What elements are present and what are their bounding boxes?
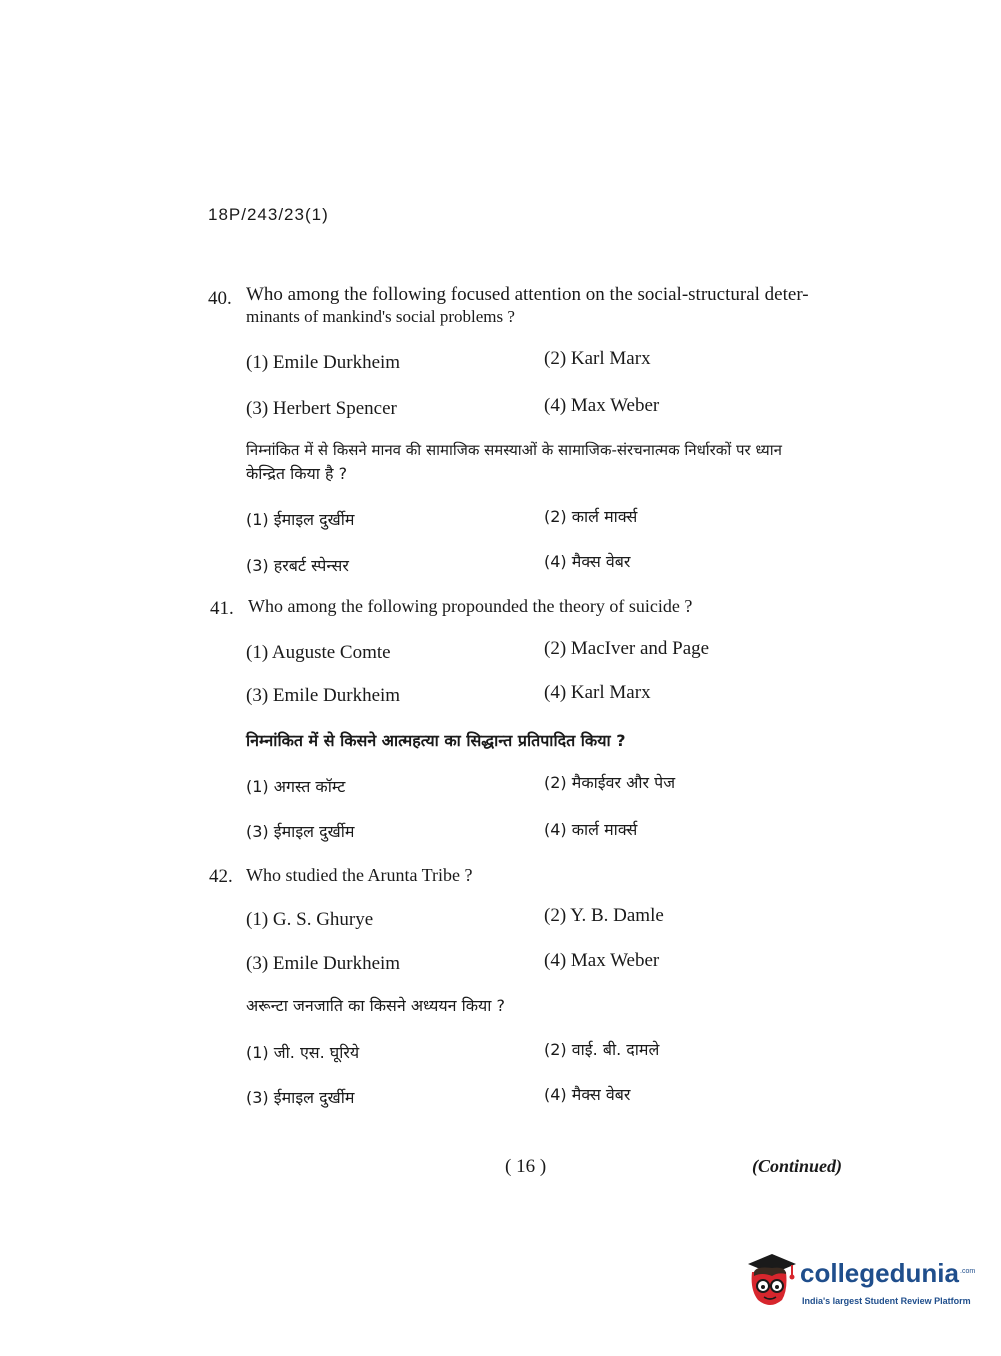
option-hi: (1) जी. एस. घूरिये xyxy=(246,1043,360,1062)
option-en: (3) Emile Durkheim xyxy=(246,953,401,974)
question-text-hi: निम्नांकित में से किसने आत्महत्या का सिद्धान्त प्रतिपादित किया ? xyxy=(246,731,626,750)
page-number: ( 16 ) xyxy=(505,1156,547,1177)
question-text-en xyxy=(246,284,846,328)
collegedunia-logo xyxy=(742,1250,976,1320)
option-hi: (1) ईमाइल दुर्खीम xyxy=(246,510,355,529)
continued-note: (Continued) xyxy=(752,1156,843,1176)
option-en: (3) Emile Durkheim xyxy=(246,685,401,706)
logo-suffix: .com xyxy=(960,1268,976,1275)
question-text-en: Who studied the Arunta Tribe ? xyxy=(246,865,473,885)
logo-name: collegedunia xyxy=(800,1258,959,1288)
question-number: 40. xyxy=(208,288,232,309)
option-en: (2) Karl Marx xyxy=(544,348,651,369)
option-hi: (1) अगस्त कॉम्ट xyxy=(246,777,346,796)
option-hi: (3) ईमाइल दुर्खीम xyxy=(246,1088,355,1107)
option-en: (3) Herbert Spencer xyxy=(246,398,397,419)
question-number: 42. xyxy=(209,866,233,887)
option-en: (1) Emile Durkheim xyxy=(246,352,401,373)
option-hi: (2) वाई. बी. दामले xyxy=(544,1040,660,1059)
question-line: minants of mankind's social problems ? xyxy=(246,307,515,326)
option-hi: (2) कार्ल मार्क्स xyxy=(544,507,638,526)
question-number: 41. xyxy=(210,598,234,619)
option-hi: (3) ईमाइल दुर्खीम xyxy=(246,822,355,841)
option-hi: (4) कार्ल मार्क्स xyxy=(544,820,638,839)
student-mascot-icon xyxy=(742,1250,798,1316)
option-en: (4) Max Weber xyxy=(544,395,660,416)
option-en: (4) Karl Marx xyxy=(544,682,651,703)
question-text-hi: अरून्टा जनजाति का किसने अध्ययन किया ? xyxy=(246,996,506,1015)
question-line: निम्नांकित में से किसने मानव की सामाजिक समस्याओं के सामाजिक-संरचनात्मक निर्धारकों पर ध्यान xyxy=(246,441,782,459)
question-text-en: Who among the following propounded the theory of suicide ? xyxy=(248,596,693,616)
question-line: Who among the following focused attention on the social-structural deter- xyxy=(246,284,809,305)
option-en: (2) MacIver and Page xyxy=(544,638,710,659)
question-text-hi xyxy=(246,438,846,486)
question-line: केन्द्रित किया है ? xyxy=(246,464,348,483)
option-en: (2) Y. B. Damle xyxy=(544,905,664,926)
option-en: (4) Max Weber xyxy=(544,950,660,971)
option-hi: (4) मैक्स वेबर xyxy=(544,1085,631,1104)
logo-tagline: India's largest Student Review Platform xyxy=(802,1296,971,1306)
option-en: (1) G. S. Ghurye xyxy=(246,909,374,930)
option-hi: (3) हरबर्ट स्पेन्सर xyxy=(246,556,349,575)
option-hi: (4) मैक्स वेबर xyxy=(544,552,631,571)
option-hi: (2) मैकाईवर और पेज xyxy=(544,773,676,792)
paper-code: 18P/243/23(1) xyxy=(208,205,329,224)
option-en: (1) Auguste Comte xyxy=(246,642,391,663)
